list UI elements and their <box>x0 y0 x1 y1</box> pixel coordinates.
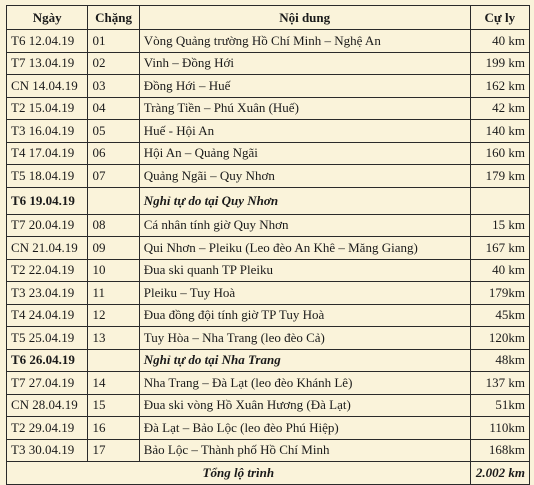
table-row <box>7 142 530 165</box>
cell-stage: 17 <box>88 439 139 462</box>
table-row <box>7 372 530 395</box>
table-row <box>7 237 530 260</box>
table-header-row <box>7 6 530 30</box>
cell-distance: 137 km <box>470 372 529 395</box>
cell-distance: 40 km <box>470 259 529 282</box>
header-content: Nội dung <box>139 6 470 30</box>
cell-content: Cá nhân tính giờ Quy Nhơn <box>139 214 470 237</box>
cell-distance: 168km <box>470 439 529 462</box>
cell-distance: 42 km <box>470 97 529 120</box>
cell-distance: 48km <box>470 349 529 372</box>
cell-stage <box>88 349 139 372</box>
cell-distance: 179 km <box>470 165 529 188</box>
cell-distance: 40 km <box>470 30 529 53</box>
cell-stage: 15 <box>88 394 139 417</box>
cell-date: T3 16.04.19 <box>7 120 88 143</box>
cell-stage: 10 <box>88 259 139 282</box>
cell-stage: 14 <box>88 372 139 395</box>
cell-distance: 120km <box>470 327 529 350</box>
cell-content: Đua đồng đội tính giờ TP Tuy Hoà <box>139 304 470 327</box>
cell-date: T5 18.04.19 <box>7 165 88 188</box>
table-row <box>7 259 530 282</box>
table-row <box>7 75 530 98</box>
cell-content: Đua ski quanh TP Pleiku <box>139 259 470 282</box>
rest-day-row <box>7 349 530 372</box>
table-row <box>7 304 530 327</box>
cell-stage: 11 <box>88 282 139 305</box>
cell-stage: 09 <box>88 237 139 260</box>
cell-distance: 15 km <box>470 214 529 237</box>
cell-distance: 160 km <box>470 142 529 165</box>
table-row <box>7 165 530 188</box>
cell-date: T6 12.04.19 <box>7 30 88 53</box>
cell-distance: 45km <box>470 304 529 327</box>
header-date: Ngày <box>7 6 88 30</box>
cell-stage: 03 <box>88 75 139 98</box>
table-row <box>7 97 530 120</box>
table-row <box>7 120 530 143</box>
cell-distance <box>470 187 529 214</box>
cell-date: T2 29.04.19 <box>7 417 88 440</box>
total-distance: 2.002 km <box>470 462 529 485</box>
table-row <box>7 439 530 462</box>
cell-stage: 04 <box>88 97 139 120</box>
cell-date: T4 17.04.19 <box>7 142 88 165</box>
cell-content: Vòng Quảng trường Hồ Chí Minh – Nghệ An <box>139 30 470 53</box>
cell-date: T7 27.04.19 <box>7 372 88 395</box>
cell-distance: 51km <box>470 394 529 417</box>
cell-distance: 140 km <box>470 120 529 143</box>
header-stage: Chặng <box>88 6 139 30</box>
table-body <box>7 30 530 462</box>
cell-content: Nghỉ tự do tại Nha Trang <box>139 349 470 372</box>
table-row <box>7 30 530 53</box>
table-row <box>7 282 530 305</box>
cell-content: Tuy Hòa – Nha Trang (leo đèo Cả) <box>139 327 470 350</box>
cell-distance: 110km <box>470 417 529 440</box>
cell-content: Qui Nhơn – Pleiku (Leo đèo An Khê – Măng Giang) <box>139 237 470 260</box>
cell-date: T6 19.04.19 <box>7 187 88 214</box>
table-row <box>7 394 530 417</box>
total-row <box>7 462 530 485</box>
cell-content: Tràng Tiền – Phú Xuân (Huế) <box>139 97 470 120</box>
cell-stage <box>88 187 139 214</box>
cell-distance: 179km <box>470 282 529 305</box>
cell-content: Nghỉ tự do tại Quy Nhơn <box>139 187 470 214</box>
cell-distance: 162 km <box>470 75 529 98</box>
total-label: Tổng lộ trình <box>7 462 471 485</box>
cell-date: T6 26.04.19 <box>7 349 88 372</box>
cell-date: CN 14.04.19 <box>7 75 88 98</box>
table-row <box>7 52 530 75</box>
cell-content: Huế - Hội An <box>139 120 470 143</box>
cell-date: T7 13.04.19 <box>7 52 88 75</box>
cell-content: Đua ski vòng Hồ Xuân Hương (Đà Lạt) <box>139 394 470 417</box>
cell-stage: 02 <box>88 52 139 75</box>
cell-stage: 07 <box>88 165 139 188</box>
cell-date: CN 21.04.19 <box>7 237 88 260</box>
rest-day-row <box>7 187 530 214</box>
cell-date: T2 22.04.19 <box>7 259 88 282</box>
cell-content: Bảo Lộc – Thành phố Hồ Chí Minh <box>139 439 470 462</box>
stage-schedule-table <box>6 5 530 485</box>
cell-date: T4 24.04.19 <box>7 304 88 327</box>
cell-stage: 05 <box>88 120 139 143</box>
cell-distance: 199 km <box>470 52 529 75</box>
cell-stage: 12 <box>88 304 139 327</box>
cell-date: T3 23.04.19 <box>7 282 88 305</box>
cell-date: T5 25.04.19 <box>7 327 88 350</box>
header-distance: Cự ly <box>470 6 529 30</box>
table-row <box>7 214 530 237</box>
cell-content: Hội An – Quảng Ngãi <box>139 142 470 165</box>
cell-content: Đà Lạt – Bảo Lộc (leo đèo Phú Hiệp) <box>139 417 470 440</box>
cell-stage: 08 <box>88 214 139 237</box>
table-row <box>7 417 530 440</box>
table-row <box>7 327 530 350</box>
cell-content: Vinh – Đồng Hới <box>139 52 470 75</box>
cell-date: T2 15.04.19 <box>7 97 88 120</box>
cell-stage: 06 <box>88 142 139 165</box>
cell-content: Quảng Ngãi – Quy Nhơn <box>139 165 470 188</box>
cell-stage: 01 <box>88 30 139 53</box>
cell-stage: 13 <box>88 327 139 350</box>
cell-content: Pleiku – Tuy Hoà <box>139 282 470 305</box>
cell-content: Đồng Hới – Huế <box>139 75 470 98</box>
cell-date: T7 20.04.19 <box>7 214 88 237</box>
cell-date: CN 28.04.19 <box>7 394 88 417</box>
cell-stage: 16 <box>88 417 139 440</box>
cell-date: T3 30.04.19 <box>7 439 88 462</box>
cell-distance: 167 km <box>470 237 529 260</box>
cell-content: Nha Trang – Đà Lạt (leo đèo Khánh Lê) <box>139 372 470 395</box>
